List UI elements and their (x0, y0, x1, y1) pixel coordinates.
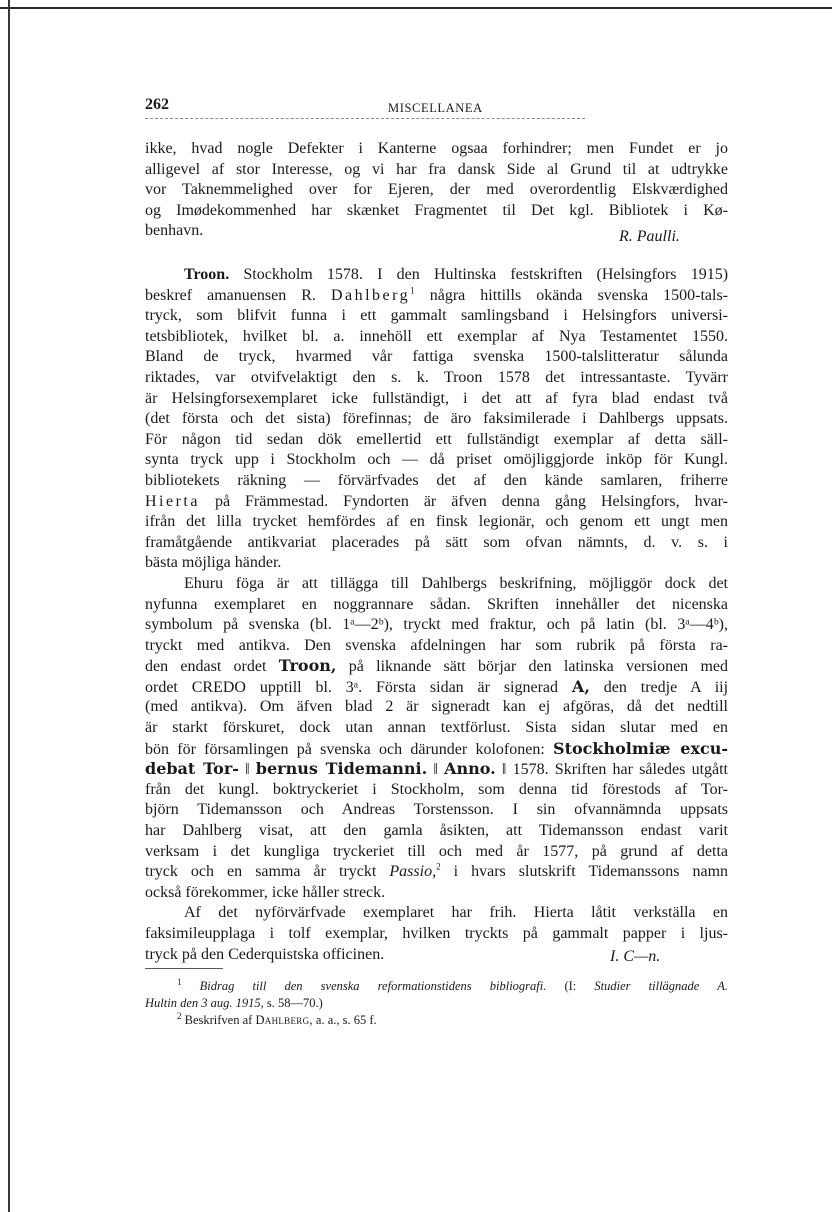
text-segment: Studier tillägnade A. (594, 979, 728, 993)
footnote-mark: 2 (177, 1010, 182, 1021)
text-segment: i hvars slutskrift Tidemanssons namn (453, 863, 729, 881)
fraktur-signature-a: A, (571, 676, 590, 696)
text-line: tryckt med antikva. Den svenska afdelningen har som rubrik på första ra- (145, 636, 728, 654)
text-segment: Bidrag till den svenska reformationstidens bibliografi. (199, 979, 547, 993)
text-line: og Imødekommenhed har skænket Fragmentet til Det kgl. Bibliotek i Kø- (145, 201, 728, 219)
text-line: tryck, som blifvit funna i ett gammalt samlingsband i Helsingfors universi- (145, 307, 728, 325)
fraktur-colophon-3: bernus Tidemanni. (255, 759, 428, 779)
text-line (145, 862, 728, 883)
text-line: (det första och det sista) förefinnas; de äro faksimilerade i Dahlbergs uppsats. (145, 410, 728, 428)
text-line: alligevel af stor Interesse, og vi har fra dansk Side al Grund til at udtrykke (145, 160, 728, 178)
text-line: symbolum på svenska (bl. 1ᵃ—2ᵇ), tryckt med fraktur, och på latin (bl. 3ᵃ—4ᵇ), (145, 616, 728, 634)
italic-passio: Passio, (389, 863, 437, 881)
text-segment: I den Hultinska festskriften (Helsingfors 1915) (377, 266, 729, 283)
fraktur-word-troon: Troon, (278, 656, 337, 676)
text-segment: den tredje A iij (603, 678, 729, 696)
footnote-ref: 1 (410, 285, 415, 296)
text-line: tetsbibliotek, hvilket bl. a. innehöll ett exemplar af Nya Testamentet 1550. (145, 327, 728, 345)
text-segment: ordet CREDO upptill bl. 3ᵃ. Första sidan är signerad (145, 678, 559, 696)
text-segment: Dahlberg, (255, 1013, 313, 1027)
text-segment: på Främmestad. Fyndorten är äfven denna gång Helsingfors, hvar- (214, 492, 729, 510)
signature-icn: I. C—n. (610, 948, 661, 965)
troon-article (145, 265, 728, 965)
text-line: synta tryck upp i Stockholm och — då priset omöjliggjorde inköp för Kungl. (145, 451, 728, 469)
footnote-mark: 1 (177, 976, 182, 987)
text-line: också förekommer, icke håller streck. (145, 883, 386, 901)
text-line: bästa möjliga händer. (145, 554, 282, 572)
text-line: ifrån det lilla trycket hemfördes af en finsk legionär, och genom ett ungt men (145, 513, 728, 531)
fraktur-colophon-1: Stockholmiæ excu- (553, 738, 729, 758)
footnote-rule (145, 968, 223, 969)
text-line: Bland de tryck, hvarmed vår fattiga svenska 1500-talslitteratur sålunda (145, 348, 728, 366)
text-line: faksimileupplaga i tolf exemplar, hvilken tryckts på gammalt papper i ljus- (145, 925, 728, 942)
text-line: tryck på den Cederquistska officinen. (145, 945, 385, 963)
text-line: nyfunna exemplaret en noggrannare sådan. Skriften innehåller det nicenska (145, 595, 728, 613)
header-rule (145, 118, 585, 119)
article-title: Troon. (184, 266, 230, 283)
text-line (145, 286, 728, 307)
text-line (145, 656, 728, 677)
text-line: För någon tid sedan dök emellertid ett fullständigt exemplar af detta säll- (145, 430, 728, 448)
fraktur-colophon-2: debat Tor- (145, 759, 239, 779)
text-line: är Helsingforsexemplaret icke fullständigt, i det att af fyra blad endast två (145, 389, 728, 407)
text-segment: bön för församlingen på svenska och därunder kolofonen: (145, 740, 545, 758)
footnote-1-line-2 (145, 995, 728, 1012)
text-line: debat Tor- ‖ bernus Tidemanni. ‖ Anno. ‖ 1578. Skriften har således utgått (145, 759, 729, 779)
text-line (145, 677, 728, 698)
text-line: framåtgående antikvariat placerades på sätt som ofvan nämnts, d. v. s. i (145, 533, 728, 551)
article-place-year: Stockholm 1578. (243, 266, 363, 283)
text-line: björn Tidemansson och Andreas Torstensson. I sin ofvannämnda uppsats (145, 801, 728, 819)
paulli-paragraph (145, 139, 728, 242)
text-line: Ehuru föga är att tillägga till Dahlbergs beskrifning, möjliggör dock det (184, 574, 728, 592)
text-line: ikke, hvad nogle Defekter i Kanterne ogsaa forhindrer; men Fundet er jo (145, 140, 728, 157)
text-line: Af det nyförvärfvade exemplaret har frih. Hierta låtit verkställa en (184, 904, 728, 922)
text-segment: a. a., s. 65 f. (315, 1013, 377, 1027)
text-segment: på liknande sätt börjar den latinska versionen med (348, 658, 729, 676)
text-line (145, 492, 728, 513)
author-name-dahlberg: Dahlberg (330, 286, 411, 304)
text-segment: tryck och en samma år tryckt (145, 863, 377, 881)
text-segment: några hittills okända svenska 1500-tals- (429, 286, 728, 304)
text-line: från det kungl. boktryckeriet i Stockholm, som denna tid förestods af Tor- (145, 780, 728, 798)
page-number: 262 (145, 96, 169, 113)
collector-name-hierta: Hierta (145, 492, 200, 510)
text-line: vor Taknemmelighed over for Ejeren, der med overordentlig Elskværdighed (145, 181, 728, 199)
footnote-2 (145, 1012, 728, 1029)
text-segment: s. 58—70.) (266, 996, 323, 1010)
text-segment: den endast ordet (145, 658, 267, 676)
footnotes (145, 978, 728, 1029)
text-line: benhavn. (145, 222, 204, 240)
text-segment: (I: (564, 979, 577, 993)
text-line: riktades, var otvifvelaktigt den s. k. Troon 1578 det intressantaste. Tyvärr (145, 368, 728, 386)
text-segment: Beskrifven af (184, 1013, 253, 1027)
text-segment: beskref amanuensen R. (145, 286, 316, 304)
text-line: är starkt förskuret, dock utan annan textförlust. Sista sidan slutar med en (145, 719, 728, 737)
text-line: (med antikva). Om äfven blad 2 är signeradt kan ej afgöras, då det nedtill (145, 698, 728, 716)
footnote-ref: 2 (436, 861, 441, 872)
running-head: MISCELLANEA (388, 101, 483, 115)
text-segment: 1578. Skriften har således utgått (512, 761, 729, 779)
text-line: verksam i det kungliga tryckeriet till och med år 1577, på grund af detta (145, 842, 728, 860)
fraktur-colophon-4: Anno. (444, 759, 496, 779)
signature-paulli: R. Paulli. (619, 228, 680, 245)
article-opening-line (145, 265, 728, 286)
text-line: har Dahlberg visat, att den gamla åsikten, att Tidemansson endast varit (145, 822, 728, 840)
text-line (145, 739, 728, 760)
text-line: bibliotekets räkning — förvärfvades det af den kände samlaren, friherre (145, 471, 728, 489)
footnote-1-line-1 (145, 978, 728, 995)
text-segment: Hultin den 3 aug. 1915, (145, 996, 264, 1010)
